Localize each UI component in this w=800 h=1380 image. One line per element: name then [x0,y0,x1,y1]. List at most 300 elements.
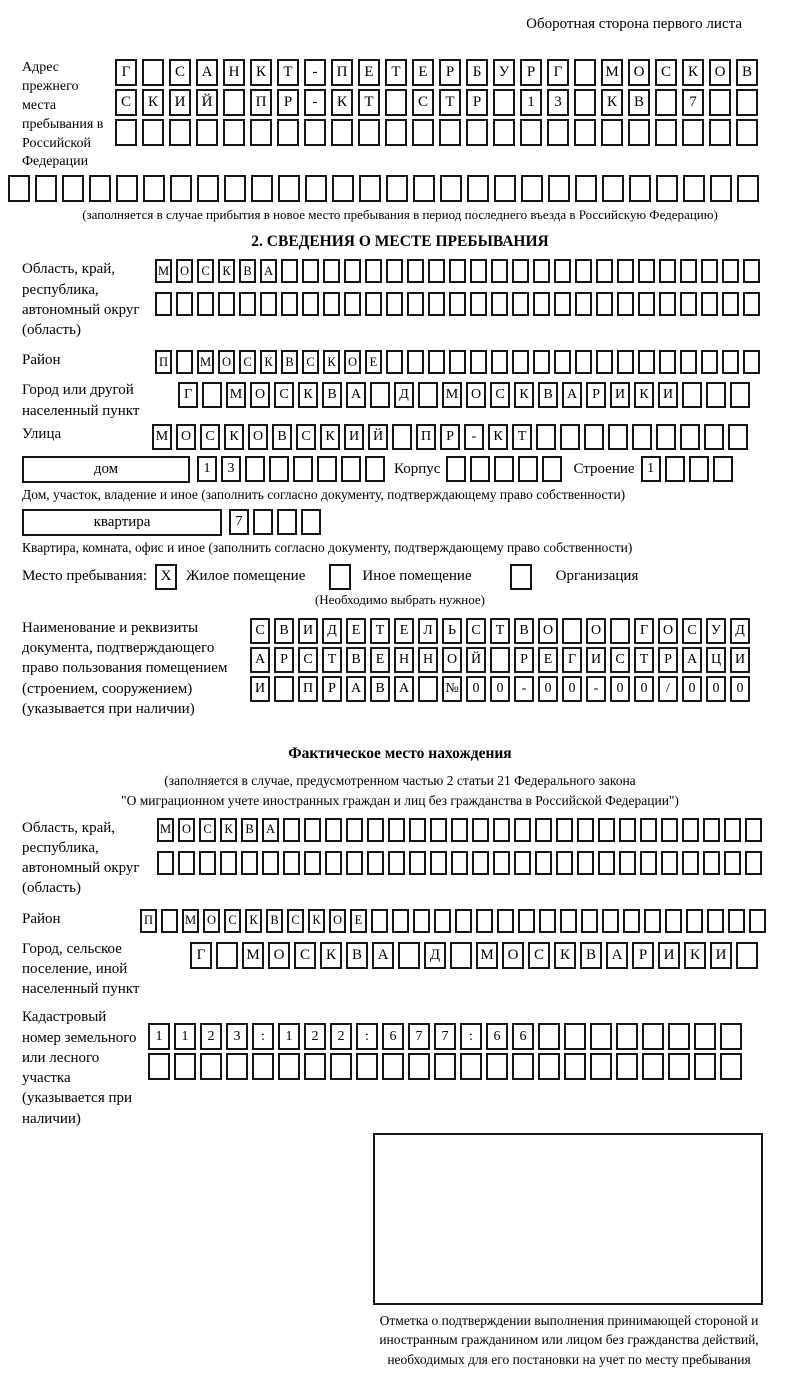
char-box[interactable] [407,259,424,283]
char-box[interactable]: М [476,942,498,969]
char-box[interactable] [170,175,192,202]
char-box[interactable] [575,350,592,374]
char-box[interactable]: И [658,942,680,969]
doc-row-3[interactable] [250,676,778,702]
char-box[interactable] [385,119,407,146]
char-box[interactable] [638,259,655,283]
char-box[interactable]: К [260,350,277,374]
char-box[interactable] [743,350,760,374]
char-box[interactable]: С [655,59,677,86]
char-box[interactable]: 0 [682,676,702,702]
char-box[interactable]: П [298,676,318,702]
char-box[interactable] [250,119,272,146]
char-box[interactable] [602,909,619,933]
char-box[interactable]: 7 [408,1023,430,1050]
char-box[interactable]: П [416,424,436,450]
char-box[interactable]: Й [368,424,388,450]
char-box[interactable] [574,89,596,116]
char-box[interactable]: И [610,382,630,408]
char-box[interactable]: 7 [434,1023,456,1050]
char-box[interactable]: В [346,942,368,969]
char-box[interactable] [365,456,385,482]
char-box[interactable]: А [260,259,277,283]
fact-oblast-row-1[interactable] [157,818,778,842]
oblast-row-2[interactable] [155,292,778,316]
char-box[interactable]: С [200,424,220,450]
char-box[interactable] [556,851,573,875]
char-box[interactable] [554,350,571,374]
kvartira-box[interactable]: квартира [22,509,222,536]
oblast-row-1[interactable] [155,259,778,283]
char-box[interactable] [472,818,489,842]
char-box[interactable] [330,1053,352,1080]
char-box[interactable] [486,1053,508,1080]
char-box[interactable]: С [169,59,191,86]
char-box[interactable] [434,1053,456,1080]
char-box[interactable] [682,851,699,875]
char-box[interactable]: 0 [634,676,654,702]
char-box[interactable] [385,89,407,116]
char-box[interactable] [629,175,651,202]
char-box[interactable]: Е [412,59,434,86]
char-box[interactable]: 1 [278,1023,300,1050]
char-box[interactable]: В [346,647,366,673]
char-box[interactable]: А [346,382,366,408]
char-box[interactable]: О [268,942,290,969]
char-box[interactable] [564,1023,586,1050]
char-box[interactable] [323,292,340,316]
char-box[interactable] [418,382,438,408]
char-box[interactable]: О [176,424,196,450]
char-box[interactable]: О [176,259,193,283]
char-box[interactable] [241,851,258,875]
char-box[interactable] [398,942,420,969]
char-box[interactable]: Г [562,647,582,673]
char-box[interactable]: О [502,942,524,969]
char-box[interactable] [392,424,412,450]
char-box[interactable]: Е [394,618,414,644]
char-box[interactable] [62,175,84,202]
char-box[interactable]: В [580,942,602,969]
char-box[interactable] [493,851,510,875]
char-box[interactable] [451,818,468,842]
char-box[interactable] [428,259,445,283]
char-box[interactable] [619,818,636,842]
char-box[interactable] [689,456,709,482]
char-box[interactable] [608,424,628,450]
char-box[interactable]: О [178,818,195,842]
char-box[interactable] [539,909,556,933]
char-box[interactable] [470,456,490,482]
char-box[interactable]: № [442,676,462,702]
char-box[interactable]: И [298,618,318,644]
char-box[interactable]: 0 [466,676,486,702]
char-box[interactable]: С [528,942,550,969]
char-box[interactable]: П [250,89,272,116]
char-box[interactable]: К [601,89,623,116]
char-box[interactable] [430,818,447,842]
char-box[interactable] [668,1053,690,1080]
char-box[interactable] [142,59,164,86]
char-box[interactable]: Е [358,59,380,86]
char-box[interactable]: Т [634,647,654,673]
char-box[interactable] [680,424,700,450]
char-box[interactable] [632,424,652,450]
char-box[interactable]: К [488,424,508,450]
char-box[interactable]: Й [196,89,218,116]
char-box[interactable]: В [628,89,650,116]
char-box[interactable] [116,175,138,202]
char-box[interactable] [226,1053,248,1080]
char-box[interactable] [704,424,724,450]
char-box[interactable] [518,909,535,933]
char-box[interactable]: 7 [682,89,704,116]
char-box[interactable] [196,119,218,146]
char-box[interactable] [617,350,634,374]
char-box[interactable] [628,119,650,146]
char-box[interactable] [428,350,445,374]
char-box[interactable]: М [152,424,172,450]
ulitsa-row[interactable] [152,424,778,450]
char-box[interactable] [455,909,472,933]
char-box[interactable] [701,292,718,316]
char-box[interactable]: Р [520,59,542,86]
char-box[interactable] [367,818,384,842]
prev-address-row-2[interactable] [115,89,778,116]
char-box[interactable]: М [155,259,172,283]
char-box[interactable]: О [203,909,220,933]
char-box[interactable] [542,456,562,482]
char-box[interactable] [428,292,445,316]
char-box[interactable] [407,350,424,374]
char-box[interactable] [577,818,594,842]
char-box[interactable] [281,292,298,316]
char-box[interactable]: А [250,647,270,673]
char-box[interactable] [728,424,748,450]
char-box[interactable] [497,909,514,933]
char-box[interactable] [535,818,552,842]
char-box[interactable] [616,1053,638,1080]
stroenie-row[interactable] [641,456,733,482]
char-box[interactable] [174,1053,196,1080]
char-box[interactable]: / [658,676,678,702]
char-box[interactable] [644,909,661,933]
char-box[interactable] [560,424,580,450]
char-box[interactable] [493,89,515,116]
dom-box[interactable]: дом [22,456,190,483]
char-box[interactable]: К [323,350,340,374]
char-box[interactable]: М [442,382,462,408]
char-box[interactable]: М [601,59,623,86]
char-box[interactable]: О [329,909,346,933]
char-box[interactable]: : [252,1023,274,1050]
char-box[interactable] [581,909,598,933]
char-box[interactable]: 0 [490,676,510,702]
char-box[interactable]: К [220,818,237,842]
char-box[interactable]: В [514,618,534,644]
char-box[interactable]: Р [632,942,654,969]
char-box[interactable] [596,259,613,283]
char-box[interactable]: 2 [330,1023,352,1050]
char-box[interactable] [440,175,462,202]
char-box[interactable] [694,1053,716,1080]
char-box[interactable]: С [298,647,318,673]
char-box[interactable] [169,119,191,146]
char-box[interactable]: 6 [512,1023,534,1050]
char-box[interactable]: Т [385,59,407,86]
char-box[interactable] [665,909,682,933]
char-box[interactable]: У [706,618,726,644]
char-box[interactable] [278,175,300,202]
char-box[interactable] [305,175,327,202]
char-box[interactable] [514,851,531,875]
char-box[interactable] [223,119,245,146]
char-box[interactable] [617,259,634,283]
char-box[interactable] [356,1053,378,1080]
char-box[interactable]: К [245,909,262,933]
char-box[interactable]: О [538,618,558,644]
char-box[interactable] [325,851,342,875]
char-box[interactable]: К [298,382,318,408]
char-box[interactable] [694,1023,716,1050]
char-box[interactable] [365,259,382,283]
char-box[interactable] [564,1053,586,1080]
char-box[interactable] [148,1053,170,1080]
char-box[interactable] [710,175,732,202]
char-box[interactable]: Т [277,59,299,86]
char-box[interactable]: 1 [520,89,542,116]
char-box[interactable]: Р [277,89,299,116]
char-box[interactable] [388,818,405,842]
char-box[interactable] [157,851,174,875]
char-box[interactable]: Д [730,618,750,644]
char-box[interactable] [388,851,405,875]
char-box[interactable] [737,175,759,202]
char-box[interactable] [659,292,676,316]
char-box[interactable]: Р [440,424,460,450]
char-box[interactable] [260,292,277,316]
korpus-row[interactable] [446,456,562,482]
char-box[interactable] [216,942,238,969]
char-box[interactable]: 6 [486,1023,508,1050]
char-box[interactable] [659,259,676,283]
char-box[interactable] [720,1053,742,1080]
char-box[interactable] [386,350,403,374]
char-box[interactable] [494,175,516,202]
char-box[interactable] [709,119,731,146]
char-box[interactable]: И [658,382,678,408]
char-box[interactable] [701,259,718,283]
char-box[interactable] [682,818,699,842]
char-box[interactable] [472,851,489,875]
char-box[interactable] [575,292,592,316]
char-box[interactable] [304,818,321,842]
char-box[interactable] [176,350,193,374]
char-box[interactable] [278,1053,300,1080]
char-box[interactable]: Д [424,942,446,969]
char-box[interactable]: С [412,89,434,116]
char-box[interactable] [642,1053,664,1080]
kadastr-row-2[interactable] [148,1053,778,1080]
char-box[interactable] [596,350,613,374]
char-box[interactable] [386,259,403,283]
char-box[interactable]: 3 [221,456,241,482]
char-box[interactable]: Е [538,647,558,673]
char-box[interactable]: Р [439,59,461,86]
char-box[interactable]: Р [514,647,534,673]
char-box[interactable]: - [304,59,326,86]
char-box[interactable]: К [320,942,342,969]
char-box[interactable]: П [155,350,172,374]
char-box[interactable]: - [586,676,606,702]
char-box[interactable]: 0 [538,676,558,702]
char-box[interactable] [610,618,630,644]
char-box[interactable]: К [250,59,272,86]
char-box[interactable] [115,119,137,146]
char-box[interactable] [176,292,193,316]
doc-row-2[interactable] [250,647,778,673]
char-box[interactable]: Д [394,382,414,408]
char-box[interactable] [656,175,678,202]
char-box[interactable]: С [490,382,510,408]
char-box[interactable]: М [182,909,199,933]
char-box[interactable]: Е [365,350,382,374]
char-box[interactable] [449,292,466,316]
char-box[interactable]: Г [115,59,137,86]
char-box[interactable] [392,909,409,933]
char-box[interactable]: С [466,618,486,644]
char-box[interactable] [178,851,195,875]
char-box[interactable]: А [262,818,279,842]
prev-address-row-1[interactable] [115,59,778,86]
char-box[interactable] [293,456,313,482]
char-box[interactable] [200,1053,222,1080]
char-box[interactable]: Е [346,618,366,644]
char-box[interactable] [470,350,487,374]
char-box[interactable] [304,119,326,146]
char-box[interactable]: А [394,676,414,702]
char-box[interactable]: О [218,350,235,374]
char-box[interactable]: - [304,89,326,116]
char-box[interactable]: И [710,942,732,969]
char-box[interactable]: С [610,647,630,673]
char-box[interactable]: 3 [226,1023,248,1050]
char-box[interactable]: Г [547,59,569,86]
char-box[interactable]: Р [466,89,488,116]
char-box[interactable]: Л [418,618,438,644]
char-box[interactable]: О [250,382,270,408]
char-box[interactable]: В [538,382,558,408]
char-box[interactable] [409,818,426,842]
char-box[interactable] [730,382,750,408]
char-box[interactable] [218,292,235,316]
char-box[interactable]: С [294,942,316,969]
char-box[interactable]: С [224,909,241,933]
char-box[interactable]: Ь [442,618,462,644]
char-box[interactable]: 6 [382,1023,404,1050]
char-box[interactable] [223,89,245,116]
char-box[interactable]: К [331,89,353,116]
char-box[interactable] [155,292,172,316]
char-box[interactable]: В [281,350,298,374]
char-box[interactable]: 1 [174,1023,196,1050]
char-box[interactable]: А [372,942,394,969]
fact-rayon-row[interactable] [140,909,778,933]
char-box[interactable]: С [250,618,270,644]
dom-row[interactable] [197,456,385,482]
char-box[interactable]: С [239,350,256,374]
char-box[interactable] [382,1053,404,1080]
char-box[interactable]: 3 [547,89,569,116]
char-box[interactable]: В [239,259,256,283]
char-box[interactable] [575,175,597,202]
char-box[interactable] [554,292,571,316]
char-box[interactable]: Е [370,647,390,673]
char-box[interactable] [277,509,297,535]
char-box[interactable] [655,89,677,116]
char-box[interactable] [418,676,438,702]
char-box[interactable]: О [466,382,486,408]
char-box[interactable]: - [514,676,534,702]
char-box[interactable] [728,909,745,933]
char-box[interactable] [706,382,726,408]
char-box[interactable]: : [460,1023,482,1050]
char-box[interactable] [668,1023,690,1050]
char-box[interactable]: К [224,424,244,450]
char-box[interactable]: С [302,350,319,374]
char-box[interactable]: Д [322,618,342,644]
char-box[interactable] [491,259,508,283]
char-box[interactable] [722,259,739,283]
char-box[interactable]: И [730,647,750,673]
fact-gorod-row[interactable] [190,942,778,969]
char-box[interactable] [245,456,265,482]
char-box[interactable]: В [370,676,390,702]
char-box[interactable] [520,119,542,146]
char-box[interactable] [346,818,363,842]
char-box[interactable]: У [493,59,515,86]
char-box[interactable] [722,292,739,316]
char-box[interactable]: Н [418,647,438,673]
char-box[interactable]: С [296,424,316,450]
char-box[interactable]: М [197,350,214,374]
char-box[interactable] [619,851,636,875]
char-box[interactable]: 1 [641,456,661,482]
char-box[interactable]: Ц [706,647,726,673]
char-box[interactable]: П [140,909,157,933]
char-box[interactable] [359,175,381,202]
char-box[interactable]: 0 [706,676,726,702]
char-box[interactable] [512,350,529,374]
char-box[interactable]: В [274,618,294,644]
char-box[interactable]: Р [322,676,342,702]
char-box[interactable]: Т [370,618,390,644]
char-box[interactable]: 0 [562,676,582,702]
char-box[interactable]: 2 [200,1023,222,1050]
char-box[interactable] [596,292,613,316]
char-box[interactable] [640,851,657,875]
char-box[interactable] [142,119,164,146]
char-box[interactable] [493,119,515,146]
char-box[interactable]: В [322,382,342,408]
char-box[interactable]: В [272,424,292,450]
char-box[interactable] [251,175,273,202]
char-box[interactable]: М [157,818,174,842]
char-box[interactable] [346,851,363,875]
char-box[interactable] [341,456,361,482]
char-box[interactable]: Н [223,59,245,86]
char-box[interactable] [450,942,472,969]
